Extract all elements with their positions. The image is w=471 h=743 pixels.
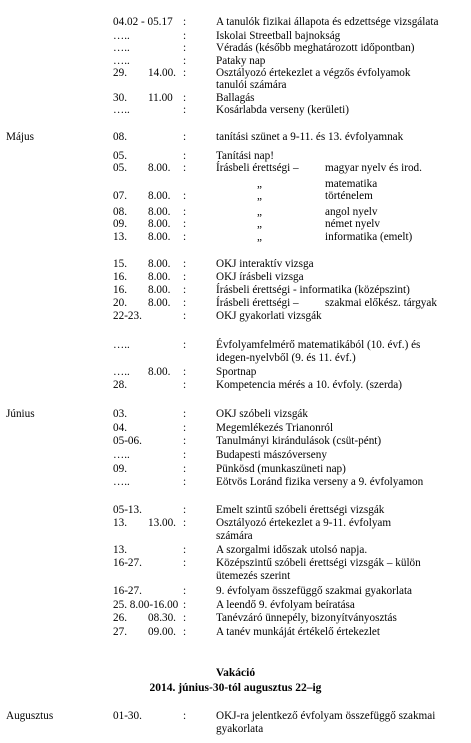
row-desc: A szorgalmi időszak utolsó napja. — [216, 544, 368, 556]
row-date: ….. — [113, 449, 130, 461]
calendar-row — [0, 435, 471, 447]
calendar-row — [0, 131, 471, 143]
row-desc: Osztályozó értekezlet a 9-11. évfolyam — [216, 517, 392, 529]
row-sub: szakmai előkész. tárgyak — [325, 297, 437, 309]
calendar-row — [0, 626, 471, 638]
row-date: ….. — [113, 339, 130, 351]
calendar-row — [0, 463, 471, 475]
calendar-row — [0, 284, 471, 296]
row-colon: : — [183, 476, 187, 488]
row-date: 13. — [113, 544, 127, 556]
row-time: 11.00 — [148, 92, 173, 104]
row-desc: Írásbeli érettségi – — [216, 162, 299, 174]
calendar-row — [0, 408, 471, 420]
row-colon: : — [183, 379, 187, 391]
calendar-row — [0, 585, 471, 597]
row-desc: Emelt szintű szóbeli érettségi vizsgák — [216, 504, 385, 516]
row-colon: : — [183, 92, 187, 104]
row-colon: : — [183, 67, 187, 79]
row-quote: „ — [257, 218, 262, 230]
row-colon: : — [183, 339, 187, 351]
row-colon: : — [183, 599, 187, 611]
row-desc: Tanítási nap! — [216, 150, 274, 162]
row-date: ….. — [113, 366, 130, 378]
row-desc: Osztályozó értekezlet a végzős évfolyamok — [216, 67, 411, 79]
row-quote: „ — [257, 231, 262, 243]
row-date: 16. — [113, 284, 127, 296]
calendar-row — [0, 504, 471, 516]
calendar-row — [0, 42, 471, 54]
row-date: ….. — [113, 104, 130, 116]
row-desc: Kompetencia mérés a 10. évfoly. (szerda) — [216, 379, 402, 391]
row-date: 05. — [113, 150, 127, 162]
row-date: 16-27. — [113, 557, 142, 569]
calendar-row — [0, 67, 471, 79]
row-time: 08.30. — [148, 612, 176, 624]
row-date: ….. — [113, 55, 130, 67]
calendar-row — [0, 557, 471, 569]
row-date: ….. — [113, 476, 130, 488]
row-colon: : — [183, 504, 187, 516]
row-date: 29. — [113, 67, 127, 79]
row-colon: : — [183, 30, 187, 42]
row-date: 05. — [113, 162, 127, 174]
calendar-row — [0, 366, 471, 378]
row-colon: : — [183, 190, 187, 202]
row-colon: : — [183, 310, 187, 322]
row-date: 08. — [113, 131, 127, 143]
row-colon: : — [183, 557, 187, 569]
row-colon: : — [183, 16, 187, 28]
row-desc: Tanévzáró ünnepély, bizonyítványosztás — [216, 612, 397, 624]
row-colon: : — [183, 131, 187, 143]
row-quote: „ — [257, 190, 262, 202]
calendar-row — [0, 297, 471, 309]
vacation-title: Vakáció — [215, 667, 256, 679]
row-sub: német nyelv — [325, 218, 380, 230]
row-desc: Írásbeli érettségi – — [216, 297, 299, 309]
row-date: 08. — [113, 206, 127, 218]
calendar-row — [0, 231, 471, 243]
row-desc: OKJ interaktív vizsga — [216, 258, 314, 270]
row-date: 16-27. — [113, 585, 142, 597]
row-date: 03. — [113, 408, 127, 420]
row-time: 8.00. — [148, 231, 171, 243]
row-colon: : — [183, 271, 187, 283]
row-desc: Évfolyamfelmérő matematikából (10. évf.) és — [216, 339, 421, 351]
row-date: ….. — [113, 30, 130, 42]
calendar-row — [0, 379, 471, 391]
calendar-row — [0, 162, 471, 174]
row-time: 8.00. — [148, 258, 171, 270]
row-desc: A tanulók fizikai állapota és edzettsége vizsgálata — [216, 16, 439, 28]
row-colon: : — [183, 517, 187, 529]
row-date: 28. — [113, 379, 127, 391]
calendar-row — [0, 449, 471, 461]
row-desc: Pataky nap — [216, 55, 266, 67]
row-colon: : — [183, 206, 187, 218]
row-colon: : — [183, 463, 187, 475]
row-time: 8.00. — [148, 271, 171, 283]
calendar-row — [0, 612, 471, 624]
calendar-row — [0, 570, 471, 582]
row-colon: : — [183, 218, 187, 230]
calendar-row — [0, 150, 471, 162]
row-desc: Véradás (később meghatározott időpontban) — [216, 42, 415, 54]
row-desc: tanulói számára — [216, 79, 287, 91]
row-sub: magyar nyelv és irod. — [325, 162, 422, 174]
row-desc: számára — [216, 530, 253, 542]
row-date: 27. — [113, 626, 127, 638]
calendar-row — [0, 30, 471, 42]
row-date: 13. — [113, 517, 127, 529]
row-colon: : — [183, 366, 187, 378]
calendar-row — [0, 710, 471, 722]
calendar-row — [0, 55, 471, 67]
row-desc: 9. évfolyam összefüggő szakmai gyakorlata — [216, 585, 413, 597]
row-date: 25. 8.00-16.00 — [113, 599, 179, 611]
calendar-row — [0, 422, 471, 434]
row-date: 09. — [113, 463, 127, 475]
calendar-row — [0, 178, 471, 190]
row-desc: OKJ-ra jelentkező évfolyam összefüggő szakmai — [216, 710, 436, 722]
row-time: 8.00. — [148, 284, 171, 296]
calendar-row — [0, 599, 471, 611]
row-date: 20. — [113, 297, 127, 309]
vacation-period: 2014. június-30-tól augusztus 22–ig — [149, 682, 322, 694]
row-colon: : — [183, 150, 187, 162]
row-desc: ütemezés szerint — [216, 570, 291, 582]
row-desc: A tanév munkáját értékelő értekezlet — [216, 626, 381, 638]
row-date: 01-30. — [113, 710, 142, 722]
row-date: 16. — [113, 271, 127, 283]
row-desc: OKJ gyakorlati vizsgák — [216, 310, 322, 322]
calendar-row — [0, 723, 471, 735]
row-date: 13. — [113, 231, 127, 243]
row-desc: Középszintű szóbeli érettségi vizsgák – külön — [216, 557, 421, 569]
row-date: 04. — [113, 422, 127, 434]
row-date: 05-13. — [113, 504, 142, 516]
row-colon: : — [183, 612, 187, 624]
row-desc: Iskolai Streetball bajnokság — [216, 30, 341, 42]
row-colon: : — [183, 626, 187, 638]
row-desc: tanítási szünet a 9-11. és 13. évfolyamnak — [216, 131, 404, 143]
calendar-row — [0, 16, 471, 28]
row-desc: idegen-nyelvből (9. és 11. évf.) — [216, 352, 356, 364]
row-quote: „ — [257, 178, 262, 190]
row-colon: : — [183, 585, 187, 597]
row-colon: : — [183, 258, 187, 270]
calendar-row — [0, 258, 471, 270]
row-colon: : — [183, 104, 187, 116]
row-date: 05-06. — [113, 435, 142, 447]
row-sub: történelem — [325, 190, 373, 202]
row-date: 30. — [113, 92, 127, 104]
row-date: 22-23. — [113, 310, 142, 322]
row-colon: : — [183, 55, 187, 67]
row-sub: matematika — [325, 178, 378, 190]
row-desc: gyakorlata — [216, 723, 264, 735]
row-time: 8.00. — [148, 206, 171, 218]
row-date: 04.02 - 05.17 — [113, 16, 173, 28]
row-date: 09. — [113, 218, 127, 230]
calendar-row — [0, 206, 471, 218]
calendar-row — [0, 352, 471, 364]
row-desc: Pünkösd (munkaszüneti nap) — [216, 463, 346, 475]
calendar-row — [0, 79, 471, 91]
calendar-row — [0, 271, 471, 283]
row-desc: Kosárlabda verseny (kerületi) — [216, 104, 349, 116]
row-colon: : — [183, 435, 187, 447]
calendar-row — [0, 544, 471, 556]
row-date: ….. — [113, 42, 130, 54]
row-sub: angol nyelv — [325, 206, 378, 218]
row-colon: : — [183, 422, 187, 434]
calendar-row — [0, 218, 471, 230]
row-desc: Tanulmányi kirándulások (csüt-pént) — [216, 435, 382, 447]
row-colon: : — [183, 297, 187, 309]
row-desc: OKJ szóbeli vizsgák — [216, 408, 308, 420]
calendar-row — [0, 190, 471, 202]
row-desc: A leendő 9. évfolyam beíratása — [216, 599, 355, 611]
row-desc: Eötvös Loránd fizika verseny a 9. évfolyamon — [216, 476, 424, 488]
row-desc: Írásbeli érettségi - informatika (középszint) — [216, 284, 410, 296]
row-time: 8.00. — [148, 218, 171, 230]
row-time: 13.00. — [148, 517, 176, 529]
row-colon: : — [183, 42, 187, 54]
row-time: 14.00. — [148, 67, 176, 79]
row-date: 15. — [113, 258, 127, 270]
row-colon: : — [183, 408, 187, 420]
row-colon: : — [183, 449, 187, 461]
row-desc: Budapesti mászóverseny — [216, 449, 327, 461]
row-time: 8.00. — [148, 162, 171, 174]
row-colon: : — [183, 162, 187, 174]
row-date: 26. — [113, 612, 127, 624]
row-desc: Sportnap — [216, 366, 257, 378]
row-desc: Ballagás — [216, 92, 255, 104]
calendar-row — [0, 517, 471, 529]
row-month: Augusztus — [6, 710, 54, 722]
row-desc: Megemlékezés Trianonról — [216, 422, 334, 434]
row-colon: : — [183, 710, 187, 722]
row-desc: OKJ írásbeli vizsga — [216, 271, 304, 283]
row-time: 8.00. — [148, 190, 171, 202]
row-time: 8.00. — [148, 366, 171, 378]
row-sub: informatika (emelt) — [325, 231, 413, 243]
row-colon: : — [183, 544, 187, 556]
row-time: 09.00. — [148, 626, 176, 638]
row-colon: : — [183, 231, 187, 243]
calendar-row — [0, 339, 471, 351]
row-date: 07. — [113, 190, 127, 202]
calendar-row — [0, 530, 471, 542]
row-time: 8.00. — [148, 297, 171, 309]
row-quote: „ — [257, 206, 262, 218]
row-month: Június — [6, 408, 35, 420]
calendar-row — [0, 92, 471, 104]
calendar-row — [0, 476, 471, 488]
calendar-row — [0, 104, 471, 116]
row-month: Május — [6, 131, 34, 143]
row-colon: : — [183, 284, 187, 296]
calendar-row — [0, 310, 471, 322]
